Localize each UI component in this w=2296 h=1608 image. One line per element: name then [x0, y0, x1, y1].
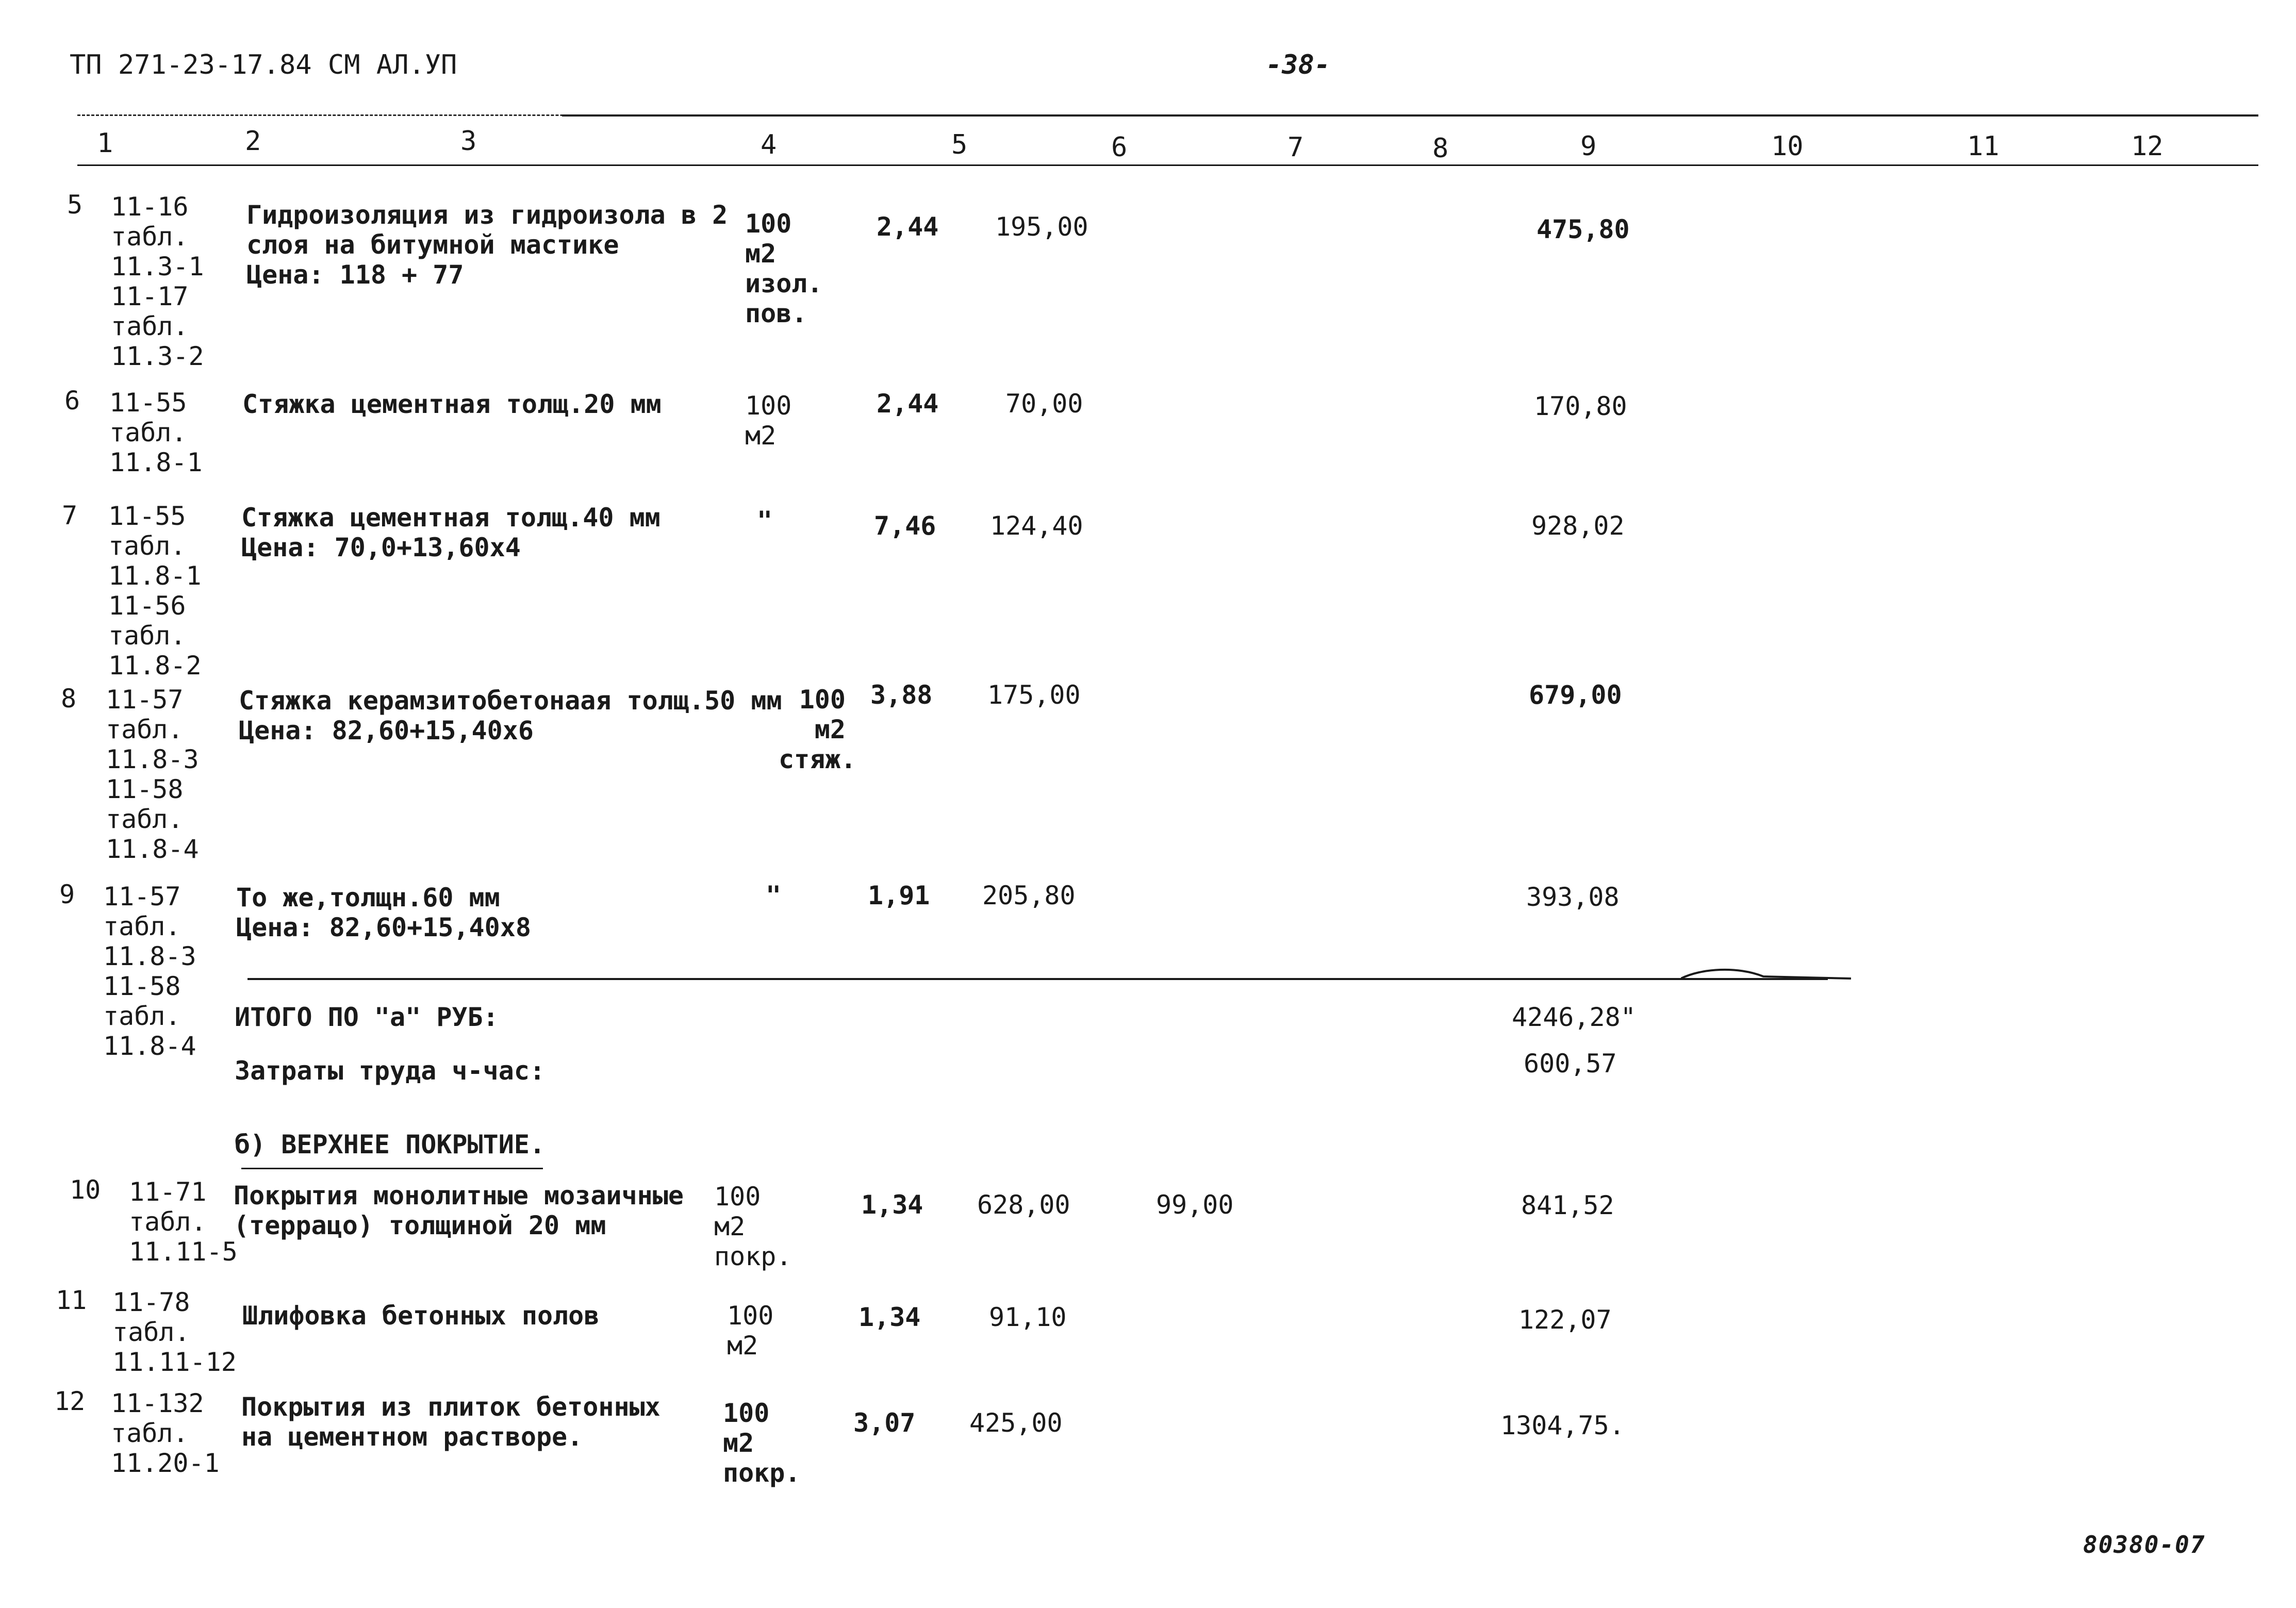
work-description: Покрытия из плиток бетонных на цементном растворе. [241, 1392, 660, 1452]
row-number: 6 [64, 386, 80, 416]
col-header-4: 4 [761, 129, 777, 160]
work-description: Стяжка цементная толщ.40 мм Цена: 70,0+13,60х4 [241, 503, 660, 562]
col-header-6: 6 [1111, 132, 1128, 163]
total-cost: 475,80 [1537, 214, 1630, 244]
page-number: -38- [1266, 49, 1331, 80]
work-description: Гидроизоляция из гидроизола в 2 слоя на битумной мастике Цена: 118 + 77 [246, 200, 728, 290]
quantity: 7,46 [874, 511, 936, 541]
row-number: 10 [70, 1175, 101, 1205]
unit-price: 70,00 [1005, 389, 1083, 419]
row-number: 12 [54, 1386, 86, 1416]
norm-code: 11-78 табл. 11.11-12 [112, 1287, 237, 1377]
work-description: Стяжка цементная толщ.20 мм [242, 389, 662, 419]
quantity: 1,34 [861, 1190, 923, 1220]
norm-code: 11-132 табл. 11.20-1 [111, 1388, 220, 1478]
norm-code: 11-55 табл. 11.8-1 [109, 388, 203, 477]
unit-price: 425,00 [969, 1408, 1063, 1438]
col-header-11: 11 [1967, 131, 2000, 162]
norm-code: 11-16 табл. 11.3-1 11-17 табл. 11.3-2 [111, 192, 204, 371]
subtotal-rule-flourish [1681, 965, 1851, 986]
col-header-2: 2 [245, 126, 261, 157]
unit-of-measure: 100 м2 [745, 391, 792, 451]
norm-code: 11-57 табл. 11.8-3 11-58 табл. 11.8-4 [106, 685, 199, 864]
col-header-8: 8 [1432, 133, 1449, 164]
row-number: 8 [61, 684, 77, 714]
total-cost: 393,08 [1526, 882, 1620, 912]
unit-price: 628,00 [977, 1190, 1070, 1220]
col-header-5: 5 [951, 129, 968, 160]
unit-price: 175,00 [987, 680, 1081, 710]
col-header-7: 7 [1287, 132, 1304, 163]
unit-price: 91,10 [989, 1302, 1067, 1332]
unit-of-measure: 100 м2 стяж. [779, 685, 856, 774]
quantity: 1,34 [858, 1302, 921, 1332]
row-number: 7 [62, 501, 78, 531]
work-description: Шлифовка бетонных полов [242, 1301, 600, 1331]
row-number: 11 [56, 1285, 87, 1315]
total-cost: 122,07 [1518, 1305, 1612, 1335]
col-header-3: 3 [460, 126, 477, 157]
labor-label: Затраты труда ч-час: [235, 1056, 546, 1086]
header-top-rule-solid [562, 114, 2258, 117]
subtotal-label: ИТОГО ПО "а" РУБ: [235, 1002, 499, 1032]
section-title: б) ВЕРХНЕЕ ПОКРЫТИЕ. [235, 1130, 546, 1159]
quantity: 1,91 [868, 881, 930, 910]
archive-stamp: 80380-07 [2083, 1531, 2206, 1559]
norm-code: 11-57 табл. 11.8-3 11-58 табл. 11.8-4 [103, 882, 196, 1061]
unit-of-measure: 100 м2 покр. [723, 1398, 801, 1488]
subtotal-value: 4246,28" [1512, 1002, 1636, 1032]
total-cost: 1304,75. [1500, 1411, 1625, 1440]
quantity: 3,07 [853, 1408, 916, 1438]
total-cost: 928,02 [1531, 511, 1625, 541]
unit-price: 124,40 [990, 511, 1083, 541]
col-header-12: 12 [2131, 131, 2163, 162]
ditto-mark: " [766, 881, 782, 910]
total-cost: 170,80 [1534, 391, 1627, 421]
unit-of-measure: 100 м2 [727, 1301, 774, 1361]
col-header-1: 1 [97, 128, 113, 159]
work-description: То же,толщн.60 мм Цена: 82,60+15,40х8 [236, 883, 531, 942]
row-number: 9 [59, 880, 75, 909]
quantity: 3,88 [870, 680, 933, 710]
subtotal-rule [247, 978, 1828, 980]
ditto-mark: " [757, 506, 773, 536]
document-code: ТП 271-23-17.84 СМ АЛ.УП [70, 49, 457, 80]
col-header-10: 10 [1771, 131, 1804, 162]
total-cost: 679,00 [1529, 680, 1622, 710]
unit-of-measure: 100 м2 изол. пов. [745, 209, 823, 328]
quantity: 2,44 [877, 212, 939, 242]
section-title-underline [241, 1168, 543, 1169]
row-number: 5 [67, 190, 83, 220]
unit-price: 195,00 [995, 212, 1088, 242]
work-description: Стяжка керамзитобетонаая толщ.50 мм Цена: 82,60+15,40х6 [239, 686, 782, 745]
header-bottom-rule [77, 164, 2258, 166]
total-cost: 841,52 [1521, 1190, 1614, 1220]
col-header-9: 9 [1580, 131, 1597, 162]
norm-code: 11-55 табл. 11.8-1 11-56 табл. 11.8-2 [108, 501, 202, 681]
norm-code: 11-71 табл. 11.11-5 [129, 1177, 238, 1267]
column-6-value: 99,00 [1156, 1190, 1234, 1220]
unit-price: 205,80 [982, 881, 1076, 910]
unit-of-measure: 100 м2 покр. [714, 1182, 792, 1271]
labor-value: 600,57 [1524, 1049, 1617, 1079]
work-description: Покрытия монолитные мозаичные (террацо) толщиной 20 мм [234, 1181, 684, 1240]
quantity: 2,44 [877, 389, 939, 419]
